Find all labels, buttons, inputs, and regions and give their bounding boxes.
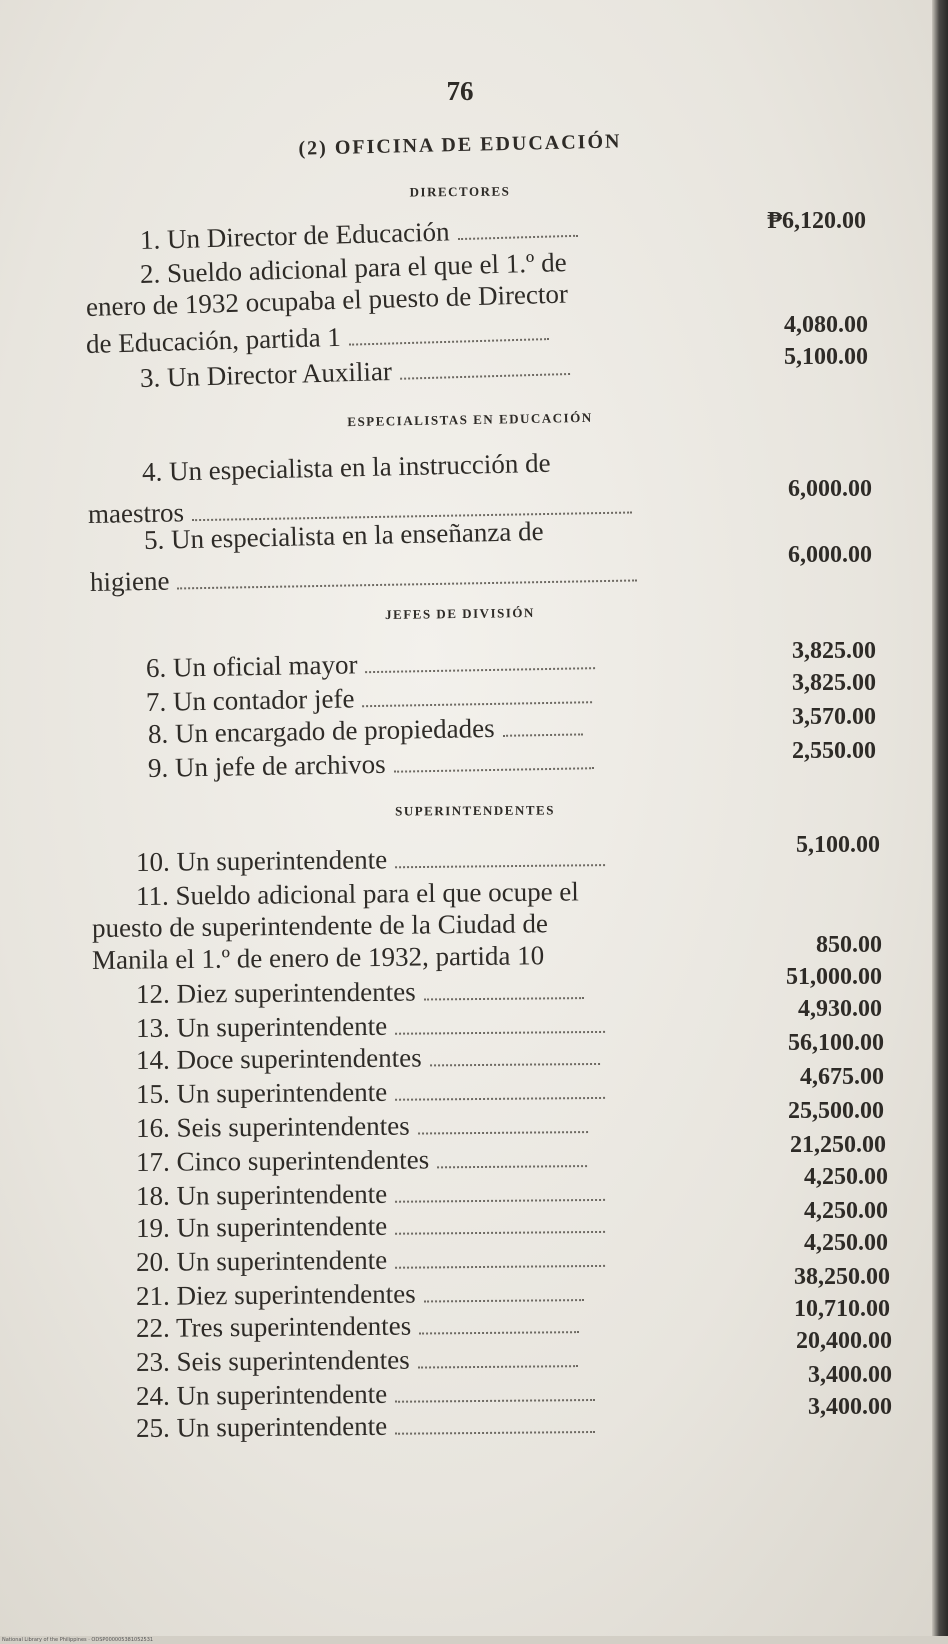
text-line: 21. Diez superintendentes	[136, 1276, 584, 1312]
amount: 5,100.00	[796, 832, 880, 858]
amount: 38,250.00	[794, 1264, 890, 1290]
text-line: maestros	[88, 489, 632, 530]
text-line: 13. Un superintendente	[136, 1008, 605, 1044]
text-line: 1. Un Director de Educación	[140, 212, 578, 256]
book-spine-shadow	[932, 0, 948, 1644]
amount: 4,930.00	[798, 996, 882, 1022]
amount: 6,000.00	[788, 476, 872, 502]
text-line: 5. Un especialista en la enseñanza de	[143, 515, 544, 555]
main-heading: (2) OFICINA DE EDUCACIÓN	[298, 130, 622, 160]
amount: 3,570.00	[792, 704, 876, 730]
text-line: 16. Seis superintendentes	[136, 1108, 588, 1144]
text-line: de Educación, partida 1	[86, 315, 550, 360]
text-line: puesto de superintendente de la Ciudad de	[91, 908, 549, 943]
text-line: 2. Sueldo adicional para el que el 1.º de	[139, 247, 567, 289]
amount: 3,400.00	[808, 1362, 892, 1388]
amount: 2,550.00	[792, 738, 876, 764]
text-line: 3. Un Director Auxiliar	[140, 350, 571, 394]
amount: 3,825.00	[792, 638, 876, 664]
text-line: 10. Un superintendente	[136, 841, 605, 878]
text-line: 7. Un contador jefe	[146, 678, 593, 718]
text-line: 12. Diez superintendentes	[136, 974, 584, 1010]
text-line: 8. Un encargado de propiedades	[148, 710, 583, 750]
text-line: 24. Un superintendente	[136, 1376, 595, 1412]
amount: ₱6,120.00	[767, 208, 866, 234]
text-line: 14. Doce superintendentes	[136, 1040, 600, 1076]
text-line: 25. Un superintendente	[136, 1408, 595, 1444]
text-line: 18. Un superintendente	[136, 1176, 605, 1212]
amount: 6,000.00	[788, 542, 872, 568]
text-line: 22. Tres superintendentes	[136, 1308, 579, 1344]
page-number: 76	[446, 76, 474, 106]
section-heading-superintendentes: SUPERINTENDENTES	[395, 802, 555, 819]
amount: 10,710.00	[794, 1296, 890, 1322]
text-line: 23. Seis superintendentes	[136, 1342, 578, 1378]
amount: 4,675.00	[800, 1064, 884, 1090]
footer-note: National Library of the Philippines · ODSP000005381052531	[2, 1637, 154, 1643]
amount: 4,250.00	[804, 1230, 888, 1256]
amount: 4,250.00	[804, 1164, 888, 1190]
amount: 4,250.00	[804, 1198, 888, 1224]
text-line: 4. Un especialista en la instrucción de	[141, 447, 551, 487]
text-line: 6. Un oficial mayor	[146, 644, 596, 684]
section-heading-jefes: JEFES DE DIVISIÓN	[385, 604, 535, 623]
text-line: 17. Cinco superintendentes	[136, 1142, 587, 1178]
amount: 3,825.00	[792, 670, 876, 696]
text-line: higiene	[90, 556, 638, 598]
amount: 51,000.00	[786, 964, 882, 990]
section-heading-directores: DIRECTORES	[409, 183, 511, 200]
text-line: 15. Un superintendente	[136, 1074, 605, 1110]
text-line: 20. Un superintendente	[136, 1242, 605, 1278]
amount: 3,400.00	[808, 1394, 892, 1420]
text-line: Manila el 1.º de enero de 1932, partida 10	[91, 940, 545, 975]
amount: 4,080.00	[784, 312, 868, 338]
text-line: 19. Un superintendente	[136, 1208, 605, 1244]
text-line: 9. Un jefe de archivos	[148, 744, 594, 784]
amount: 25,500.00	[788, 1098, 884, 1124]
amount: 20,400.00	[796, 1328, 892, 1354]
amount: 850.00	[816, 932, 882, 958]
section-heading-especialistas: ESPECIALISTAS EN EDUCACIÓN	[347, 409, 593, 430]
text-line: 11. Sueldo adicional para el que ocupe el	[135, 876, 579, 911]
amount: 21,250.00	[790, 1132, 886, 1158]
amount: 5,100.00	[784, 344, 868, 370]
text-line: enero de 1932 ocupaba el puesto de Director	[85, 278, 569, 322]
amount: 56,100.00	[788, 1030, 884, 1056]
